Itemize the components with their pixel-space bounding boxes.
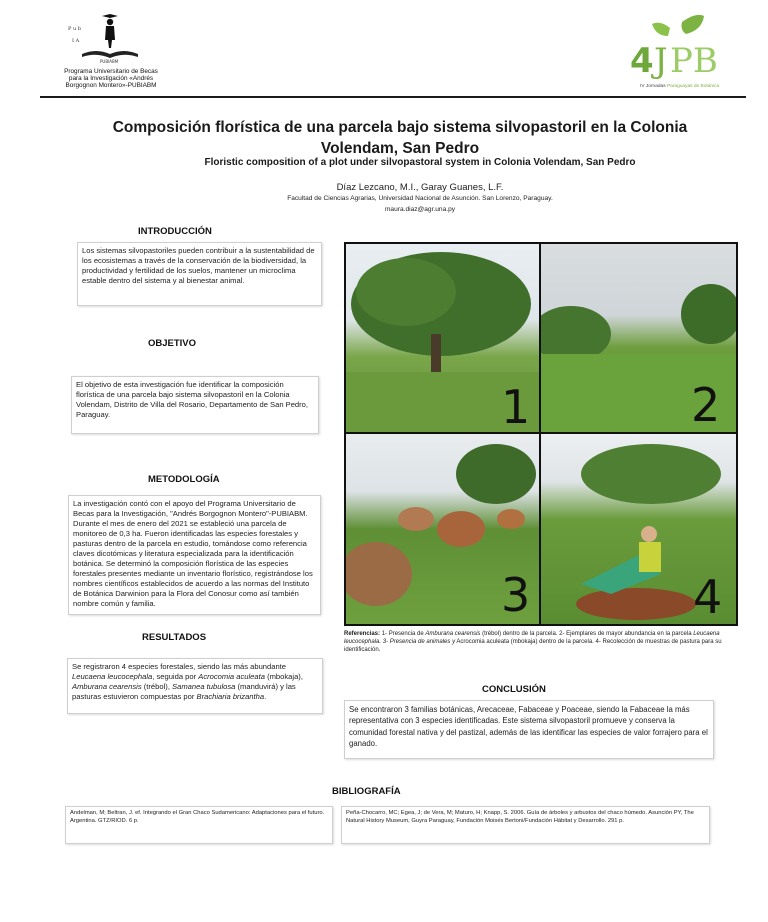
left-logo [62,10,158,64]
svg-text:I A: I A [72,38,80,44]
english-title: Floristic composition of a plot under silvopastoral system in Colonia Volendam, San Pedro [204,157,636,168]
caption-t2: (trébol) dentro de la parcela. 2- Ejemplares de mayor abundancia en la parcela [480,631,694,637]
caption-t1: 1- Presencia de [380,631,426,637]
res-i1: Leucaena leucocephala [72,672,153,682]
res-i2: Acrocomia aculeata [198,672,265,682]
jornadas-logo [626,12,726,82]
metodologia-text: La investigación contó con el apoyo del Programa Universitario de Becas para la Investigación, "Andrés Borgognon Montero"-PUBIABM. Durante el mes de enero del 2021 se estableció una parcela de monitoreo de 0,3 ha. Fueron identificadas las especies forestales y pasturas dentro de la parcela en estudio, tomándose como referencia claves dicotómicas y literatura especializada para la identificación botánica. Se determinó la composición florística de las especies forestales presentes mediante un inventario florístico, registrándose los nombres científicos establecidos de acuerdo a las normas del Instituto de Botánica Darwinion para la Flora del Conosur como así también nombre común y familia. [73,499,313,609]
caption-b: Paraguayas de Botánica [666,84,720,89]
left-logo-caption [48,68,174,89]
resultados-heading: RESULTADOS [142,632,207,643]
leaf-logo-icon [626,12,726,82]
reference-1-box [65,806,333,844]
title-line-2: Volendam, San Pedro [320,139,480,157]
res-i3: Amburana cearensis [72,682,142,692]
header-rule [40,96,746,98]
svg-text:P u b: P u b [68,26,81,32]
title-line-1: Composición florística de una parcela bajo sistema silvopastoril en la Colonia [112,119,688,136]
affiliation: Facultad de Ciencias Agrarias, Universidad Nacional de Asunción. San Lorenzo, Paraguay. [287,195,553,202]
photo-grid [344,242,738,626]
res-i4: Samanea tubulosa [172,682,236,692]
res-t3: (mbokaja), [264,672,303,682]
reference-2: Peña-Chocarro, MC; Egea, J; de Vera, M; Maturo, H; Knapp, S. 2006. Guía de árboles y arbustos del chaco húmedo. Asunción PY, The Natural History Museum, Guyra Paraguay, Fundación Moisés Bertoni/Fundación Hábitat y Desarrollo. 291 p. [346,810,694,824]
caption-a: IV Jornadas [640,84,667,89]
reference-1: Andelman, M; Beltran, J. ef. Integrando el Gran Chaco Sudamericano: Adaptaciones para el futuro. Argentina. GTZ/RIOD. 6 p. [70,810,325,824]
svg-text:PUBIABM: PUBIABM [100,59,119,64]
conclusion-text: Se encontraron 3 familias botánicas, Arecaceae, Fabaceae y Poaceae, siendo la Fabaceae la más representativa con 3 especies identificadas. Este sistema silvopastoril promueve y conserva la comunidad forestal nativa y del pastizal, además de las identificar las especies de valor forrajero para el ganado. [349,705,708,748]
conclusion-box [344,700,714,759]
photo-number: 1 [501,380,531,432]
res-t6: . [264,692,267,702]
resultados-box [67,658,323,714]
svg-text:J: J [654,41,668,81]
caption-t3: Acrocomia aculeata (mbokaja) dentro de la parcela. 4- Recolección de muestras de pastura para su identificación. [344,638,722,653]
photo-1 [346,244,539,432]
page-title [60,118,740,160]
photo-2 [541,244,736,432]
reference-2-box [341,806,710,844]
jornadas-caption [640,84,719,89]
objetivo-box [71,376,319,434]
authors: Díaz Lezcano, M.I., Garay Guanes, L.F. [336,182,504,193]
res-t2: , seguida por [152,672,199,682]
intro-text: Los sistemas silvopastoriles pueden contribuir a la sustentabilidad de los ecosistemas a través de la conservación de la biodiversidad, la productividad y fertilidad de los suelos, mantener un microclima estable dentro del sistema y al bienestar animal. [82,246,315,286]
res-i5: Brachiaria brizantha [196,692,265,702]
res-t4: (trébol), [141,682,173,692]
metodologia-box [68,495,321,615]
res-t1: Se registraron 4 especies forestales, siendo las más abundante [72,662,287,671]
caption-bold: Referencias: [344,631,381,637]
svg-text:PB: PB [670,41,718,81]
caption-line: Borgognon Montero»-PUBIABM [65,82,157,90]
photo-3 [346,434,539,624]
photo-caption [344,631,740,654]
caption-line: para la Investigación «Andrés [68,75,154,83]
objetivo-heading: OBJETIVO [148,338,197,349]
photo-number: 3 [501,568,531,622]
photo-number: 2 [691,378,721,432]
photo-number: 4 [693,570,723,624]
objetivo-text: El objetivo de esta investigación fue identificar la composición florística de una parcela bajo sistema silvopastoril en la Colonia Volendam, Distrito de Villa del Rosario, Departamento de San Pedro, Paraguay. [76,380,309,420]
caption-line: Programa Universitario de Becas [64,68,158,75]
graduate-book-icon [62,10,158,64]
conclusion-heading: CONCLUSIÓN [482,684,546,695]
caption-i1: Amburana cearensis [425,631,481,637]
photo-4 [541,434,736,624]
intro-heading: INTRODUCCIÓN [138,226,212,237]
caption-i2: Leucaena leucocephala. 3- Presencia de animales y [344,631,720,645]
res-t5: (manduvirá) y las pasturas estuvieron compuestas por [72,682,296,702]
bibliografia-heading: BIBLIOGRAFÍA [332,786,401,797]
email: maura.diaz@agr.una.py [384,206,456,213]
metodologia-heading: METODOLOGÍA [148,474,220,485]
svg-text:4: 4 [630,41,654,81]
intro-box [77,242,322,306]
